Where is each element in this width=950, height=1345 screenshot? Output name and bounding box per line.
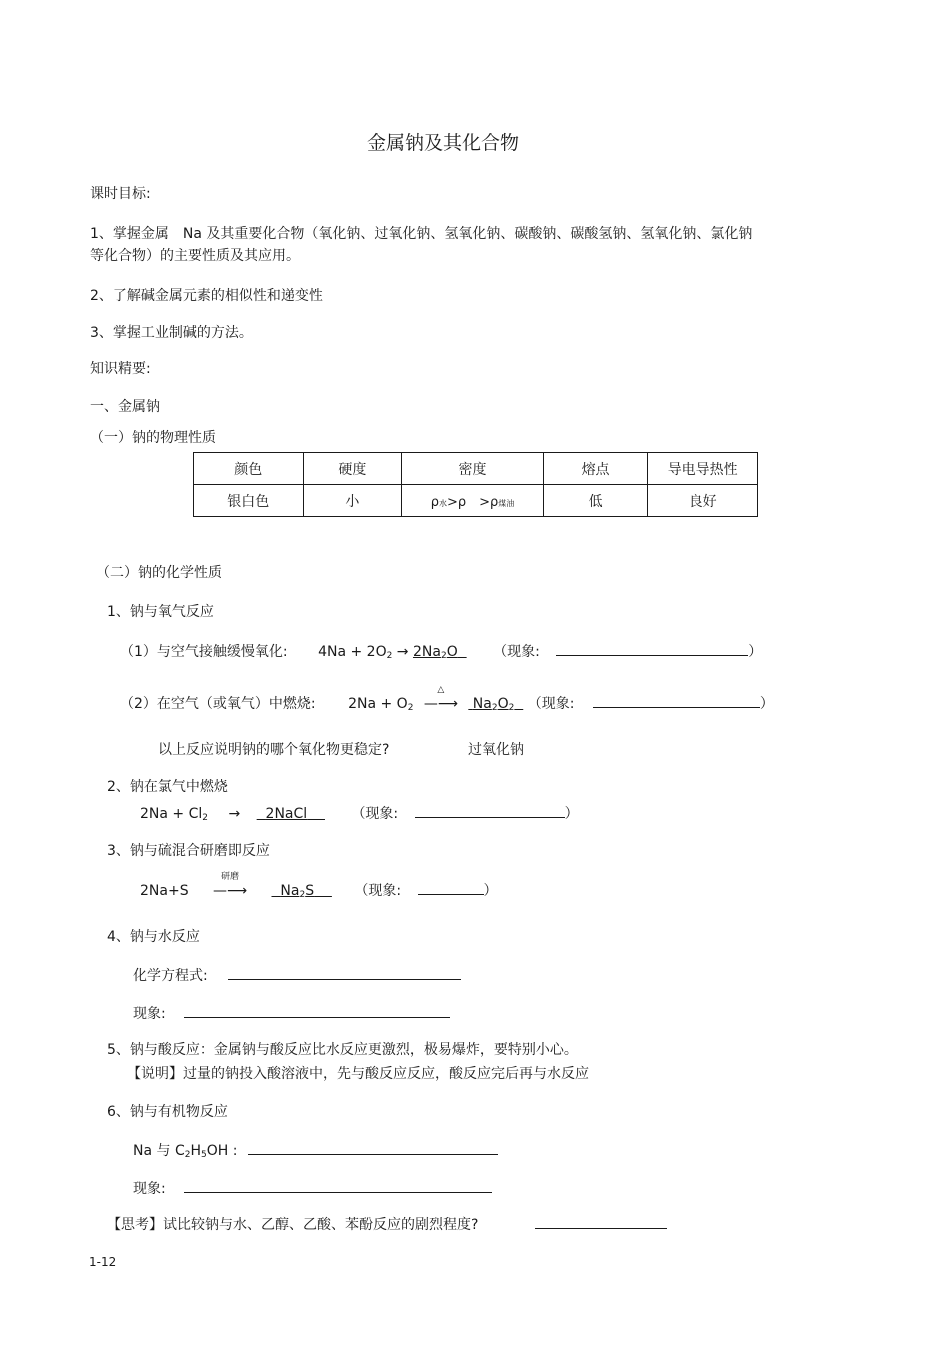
table-cell: 良好 — [648, 485, 758, 517]
think-question: 【思考】试比较钠与水、乙醇、乙酸、苯酚反应的剧烈程度? — [107, 1217, 479, 1233]
reaction-1b-observation-blank[interactable] — [593, 693, 760, 708]
reaction-6-equation-line — [133, 1140, 498, 1164]
grind-label: 研磨 — [221, 872, 240, 882]
reaction-3-observation-label: （现象: — [354, 883, 402, 899]
ethanol-observation-blank[interactable] — [184, 1178, 492, 1193]
page-number: 1-12 — [89, 1255, 117, 1269]
reaction-1a-observation-blank[interactable] — [556, 641, 748, 656]
ethanol-equation-label: Na 与 $C_2H_5OH$ : — [133, 1143, 238, 1160]
reaction-1a-label: （1）与空气接触缓慢氧化: — [120, 644, 288, 660]
reaction-1a-product: $2Na_2O$ — [412, 644, 458, 661]
reaction-2-line: $2Na + Cl_2$ → 2NaCl （现象: ） — [140, 803, 579, 827]
reaction-4-heading: 4、钠与水反应 — [107, 929, 200, 945]
reaction-3-heading: 3、钠与硫混合研磨即反应 — [107, 843, 270, 859]
reaction-4-observation-line — [133, 1003, 450, 1023]
density-cell — [402, 485, 544, 517]
observation-label: 现象: — [133, 1181, 166, 1197]
reaction-1b-equation: $2Na + O_2$ △ —⟶ $Na_2O_2$ — [348, 696, 523, 712]
reaction-5-note: 【说明】过量的钠投入酸溶液中，先与酸反应反应，酸反应完后再与水反应 — [127, 1066, 589, 1082]
table-header-cell: 颜色 — [194, 453, 304, 485]
reaction-2-observation-blank[interactable] — [415, 803, 565, 818]
objective-3: 3、掌握工业制碱的方法。 — [90, 325, 253, 341]
knowledge-heading: 知识精要: — [90, 361, 151, 377]
reaction-1a-observation-label: （现象: — [493, 644, 540, 660]
physical-properties-table — [193, 452, 758, 517]
table-header-cell: 硬度 — [303, 453, 402, 485]
objective-1-line-1: 1、掌握金属 Na 及其重要化合物（氧化钠、过氧化钠、氢氧化钠、碳酸钠、碳酸氢钠、氢氧化钠、氯化钠 — [90, 226, 753, 242]
table-header-row — [194, 453, 758, 485]
rho-symbol: ρ — [430, 495, 439, 510]
think-answer-blank[interactable] — [535, 1214, 667, 1229]
chemical-properties-heading: （二）钠的化学性质 — [96, 565, 222, 581]
table-row — [194, 485, 758, 517]
reaction-1a-line — [120, 641, 762, 665]
reaction-2-heading: 2、钠在氯气中燃烧 — [107, 779, 228, 795]
grind-arrow: 研磨 —⟶ — [201, 882, 259, 900]
stability-answer: 过氧化钠 — [468, 742, 524, 758]
table-cell: 小 — [303, 485, 402, 517]
objective-2: 2、了解碱金属元素的相似性和递变性 — [90, 288, 323, 304]
kerosene-subscript: 煤油 — [498, 499, 515, 508]
water-subscript: 水 — [438, 499, 447, 508]
observation-label: 现象: — [133, 1006, 166, 1022]
water-equation-blank[interactable] — [228, 965, 461, 980]
reaction-1b-line — [120, 685, 774, 717]
reaction-1b-label: （2）在空气（或氧气）中燃烧: — [120, 696, 316, 712]
physical-properties-heading: （一）钠的物理性质 — [90, 430, 216, 446]
reaction-5-heading: 5、钠与酸反应：金属钠与酸反应比水反应更激烈，极易爆炸，要特别小心。 — [107, 1042, 578, 1058]
page-title: 金属钠及其化合物 — [366, 132, 519, 154]
table-cell: 低 — [543, 485, 648, 517]
table-header-cell: 熔点 — [543, 453, 648, 485]
stability-question: 以上反应说明钠的哪个氧化物更稳定? — [158, 742, 390, 758]
table-header-cell: 导电导热性 — [648, 453, 758, 485]
water-observation-blank[interactable] — [184, 1003, 450, 1018]
reaction-3-observation-blank[interactable] — [418, 880, 484, 895]
reaction-1-heading: 1、钠与氧气反应 — [107, 604, 214, 620]
close-paren: ） — [483, 883, 498, 899]
section-sodium: 一、金属钠 — [90, 399, 160, 415]
reaction-1a-equation: $4Na + 2O_2 \to 2Na_2O$ — [318, 644, 467, 660]
table-cell: 银白色 — [194, 485, 304, 517]
table-header-cell: 密度 — [402, 453, 544, 485]
equation-label: 化学方程式: — [133, 968, 208, 984]
reaction-6-heading: 6、钠与有机物反应 — [107, 1104, 228, 1120]
close-paren: ） — [564, 806, 579, 822]
objective-1-line-2: 等化合物）的主要性质及其应用。 — [90, 248, 300, 264]
reaction-3-line: 2Na+S 研磨 —⟶ $Na_2S$ （现象: ） — [140, 880, 498, 904]
density-comparison: >ρ >ρ — [446, 495, 499, 510]
heat-arrow: △ —⟶ — [418, 695, 464, 713]
reaction-6-observation-line — [133, 1178, 492, 1198]
heat-symbol: △ — [437, 685, 445, 695]
close-paren: ） — [759, 696, 774, 712]
reaction-1b-product: $Na_2O_2$ — [472, 696, 515, 713]
reaction-3-product: $Na_2S$ — [280, 883, 315, 900]
reaction-2-product: 2NaCl — [265, 806, 308, 822]
reaction-4-equation-line — [133, 965, 461, 985]
think-question-line — [107, 1214, 667, 1234]
ethanol-equation-blank[interactable] — [248, 1140, 498, 1155]
reaction-1b-observation-label: （现象: — [527, 696, 575, 712]
close-paren: ） — [748, 644, 763, 660]
objectives-heading: 课时目标: — [90, 186, 151, 202]
reaction-2-observation-label: （现象: — [351, 806, 399, 822]
